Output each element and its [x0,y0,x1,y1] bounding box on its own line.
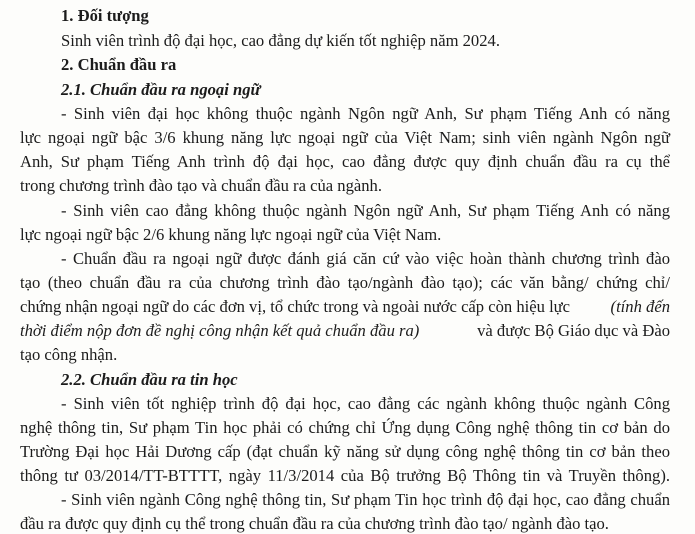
paragraph-line: đầu ra được quy định cụ thể trong chuẩn đầu ra của chương trình đào tạo/ ngành đào tạo. [20,514,609,533]
paragraph-text: và được Bộ Giáo dục và Đào [472,321,670,340]
paragraph-line: - Sinh viên ngành Công nghệ thông tin, Sư phạm Tin học trình độ đại học, cao đẳng chuẩn [61,490,670,509]
paragraph-line: - Chuẩn đầu ra ngoại ngữ được đánh giá căn cứ vào việc hoàn thành chương trình đào [61,249,670,268]
paragraph-line: - Sinh viên đại học không thuộc ngành Ngôn ngữ Anh, Sư phạm Tiếng Anh có năng [61,104,670,123]
paragraph-line: tạo công nhận. [20,345,118,364]
paragraph-line: tạo (theo chuẩn đầu ra của chương trình đào tạo/ngành đào tạo); các văn bằng/ chứng chỉ/ [20,273,670,292]
section-1-heading: 1. Đối tượng [61,6,149,25]
paragraph-line: Trường Đại học Hải Dương cấp (đạt chuẩn kỹ năng sử dụng công nghệ thông tin cơ bản theo [20,442,670,461]
paragraph-line [20,297,670,317]
paragraph-line: lực ngoại ngữ bậc 3/6 khung năng lực ngoại ngữ của Việt Nam; sinh viên ngành Ngôn ngữ [20,128,670,147]
paragraph-text: chứng nhận ngoại ngữ do các đơn vị, tổ chức trong và ngoài nước cấp còn hiệu lực [20,297,575,316]
section-1-text: Sinh viên trình độ đại học, cao đẳng dự kiến tốt nghiệp năm 2024. [61,31,500,50]
subsection-2-2-heading: 2.2. Chuẩn đầu ra tin học [61,370,238,389]
paragraph-line: - Sinh viên cao đẳng không thuộc ngành Ngôn ngữ Anh, Sư phạm Tiếng Anh có năng [61,201,670,220]
paragraph-italic-text: thời điểm nộp đơn đề nghị công nhận kết quả chuẩn đầu ra) [20,321,420,340]
paragraph-line: Anh, Sư phạm Tiếng Anh trình độ đại học, cao đẳng được quy định chuẩn đầu ra cụ thể [20,152,670,171]
paragraph-line [20,321,670,341]
paragraph-italic-text: (tính đến [610,297,670,316]
section-2-heading: 2. Chuẩn đầu ra [61,55,177,74]
paragraph-line: lực ngoại ngữ bậc 2/6 khung năng lực ngoại ngữ của Việt Nam. [20,225,442,244]
paragraph-line: thông tư 03/2014/TT-BTTTT, ngày 11/3/2014 của Bộ trưởng Bộ Thông tin và Truyền thông). [20,466,670,485]
paragraph-line: trong chương trình đào tạo và chuẩn đầu ra của ngành. [20,176,382,195]
subsection-2-1-heading: 2.1. Chuẩn đầu ra ngoại ngữ [61,80,261,99]
paragraph-line: nghệ thông tin, Sư phạm Tin học phải có chứng chỉ Ứng dụng Công nghệ thông tin cơ bản do [20,418,670,437]
paragraph-line: - Sinh viên tốt nghiệp trình độ đại học, cao đẳng các ngành không thuộc ngành Công [61,394,670,413]
